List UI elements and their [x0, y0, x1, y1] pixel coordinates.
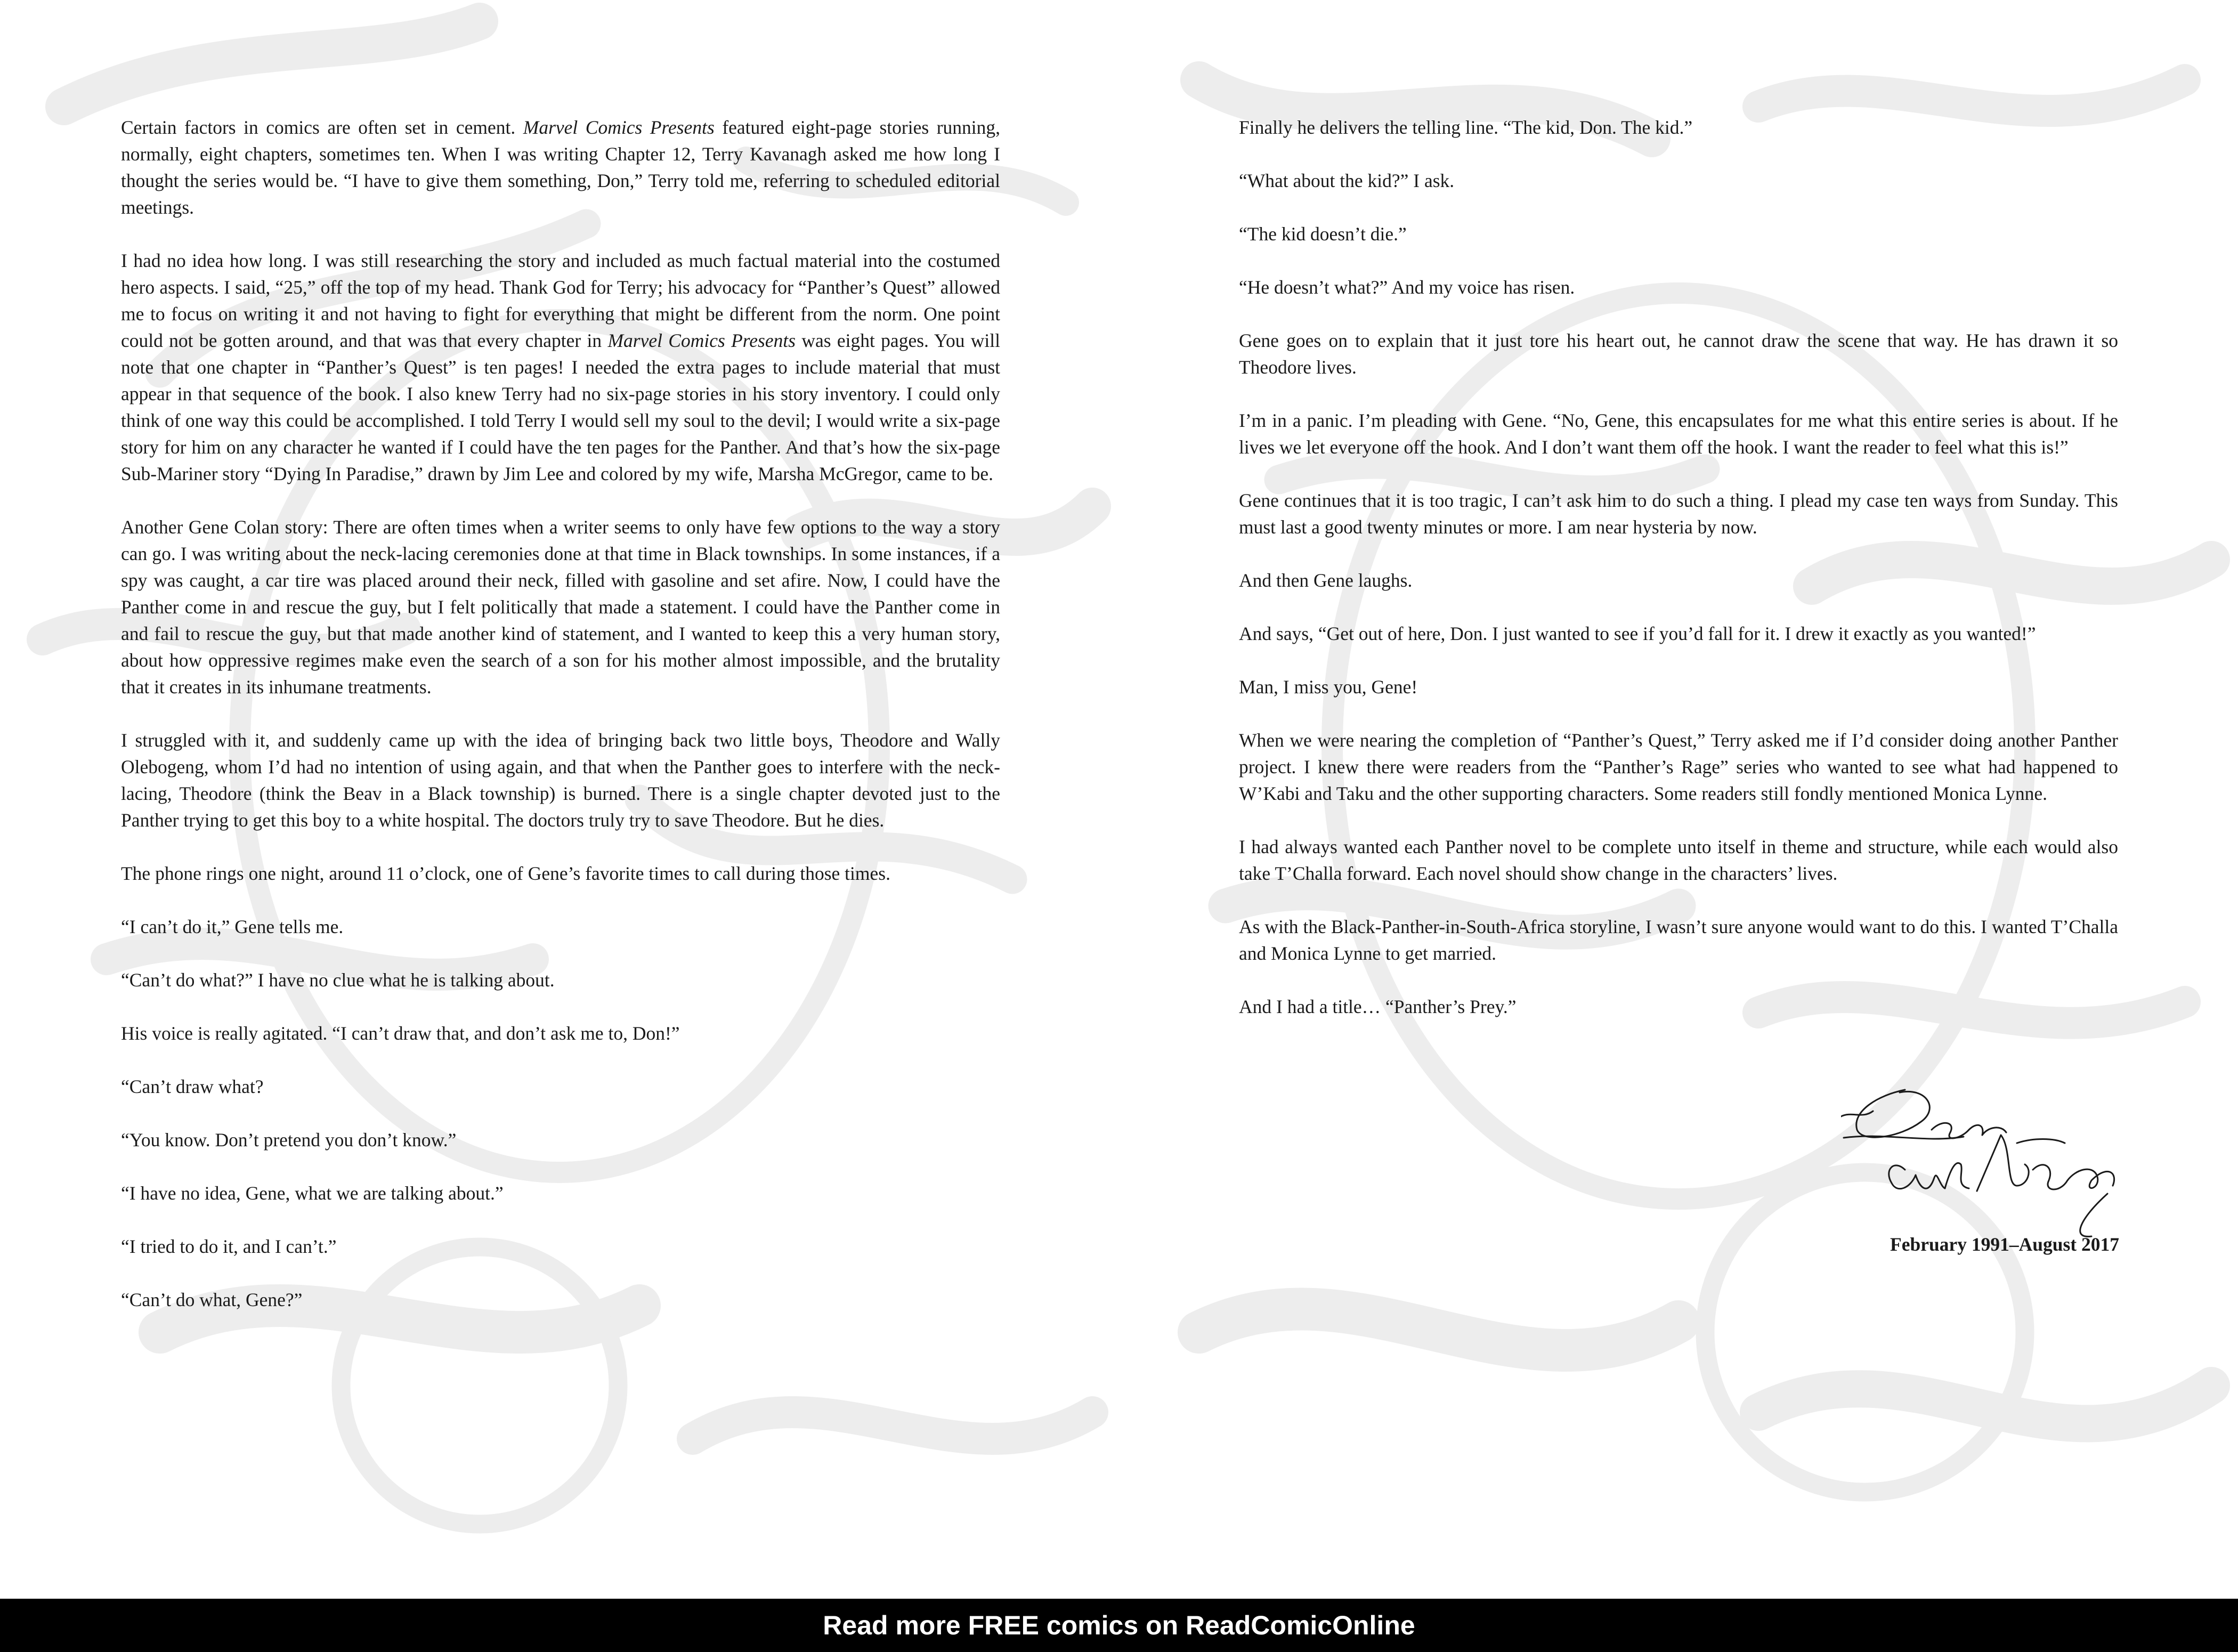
paragraph-text: “Can’t draw what? [121, 1076, 264, 1097]
body-paragraph [121, 860, 1000, 887]
body-paragraph [1239, 833, 2118, 887]
body-paragraph [1239, 620, 2118, 647]
body-paragraph [121, 913, 1000, 940]
paragraph-text: “I can’t do it,” Gene tells me. [121, 916, 344, 937]
body-paragraph [1239, 913, 2118, 967]
body-paragraph [1239, 274, 2118, 301]
paragraph-text: “The kid doesn’t die.” [1239, 223, 1407, 245]
paragraph-text: Gene continues that it is too tragic, I can’t ask him to do such a thing. I plead my case ten ways from Sunday. This must last a good twenty minutes or more. I am near hysteria by now. [1239, 490, 2118, 538]
paragraph-text: was eight pages. You will note that one chapter in “Panther’s Quest” is ten pages! I needed the extra pages to include material that must appear in that sequence of the book. I also knew Terry had no six-page stories in his story inventory. I could only think of one way this could be accomplished. I told Terry I would sell my soul to the devil; I would write a six-page story for him on any character he wanted if I could have the ten pages for the Panther. And that’s how the six-page Sub-Mariner story “Dying In Paradise,” drawn by Jim Lee and colored by my wife, Marsha McGregor, came to be. [121, 330, 1000, 484]
body-paragraph [121, 1127, 1000, 1153]
paragraph-text: “I tried to do it, and I can’t.” [121, 1236, 337, 1257]
body-paragraph [1239, 993, 2118, 1020]
left-page-text-column [121, 114, 1000, 1313]
italic-title-text: Marvel Comics Presents [523, 117, 715, 138]
footer-banner[interactable] [0, 1599, 2238, 1652]
paragraph-text: And says, “Get out of here, Don. I just wanted to see if you’d fall for it. I drew it exactly as you wanted!” [1239, 623, 2036, 644]
paragraph-text: “He doesn’t what?” And my voice has risen. [1239, 277, 1575, 298]
paragraph-text: I struggled with it, and suddenly came up with the idea of bringing back two little boys, Theodore and Wally Olebogeng, whom I’d had no intention of using again, and that when the Panther goes to interfere with the neck-lacing, Theodore (think the Beav in a Black township) is burned. There is a single chapter devoted just to the Panther trying to get this boy to a white hospital. The doctors truly try to save Theodore. But he dies. [121, 730, 1000, 831]
right-page-text-column [1239, 114, 2118, 1020]
paragraph-text: Man, I miss you, Gene! [1239, 676, 1418, 698]
paragraph-text: When we were nearing the completion of “Panther’s Quest,” Terry asked me if I’d consider doing another Panther project. I knew there were readers from the “Panther’s Rage” series who wanted to see what had happened to W’Kabi and Taku and the other supporting characters. Some readers still fondly mentioned Monica Lynne. [1239, 730, 2118, 804]
paragraph-text: Another Gene Colan story: There are often times when a writer seems to only have few options to the way a story can go. I was writing about the neck-lacing ceremonies done at that time in Black townships. In some instances, if a spy was caught, a car tire was placed around their neck, filled with gasoline and set afire. Now, I could have the Panther come in and rescue the guy, but I felt politically that made a statement. I could have the Panther come in and fail to rescue the guy, but that made another kind of statement, and I wanted to keep this a very human story, about how oppressive regimes make even the search of a son for his mother almost impossible, and the brutality that it creates in its inhumane treatments. [121, 516, 1000, 698]
body-paragraph [1239, 567, 2118, 594]
body-paragraph [121, 247, 1000, 487]
body-paragraph [121, 1020, 1000, 1047]
left-page [0, 0, 1119, 1599]
body-paragraph [1239, 487, 2118, 540]
body-paragraph [121, 1286, 1000, 1313]
paragraph-text: I had always wanted each Panther novel to be complete unto itself in theme and structure, while each would also take T’Challa forward. Each novel should show change in the characters’ lives. [1239, 836, 2118, 884]
body-paragraph [121, 114, 1000, 221]
body-paragraph [1239, 674, 2118, 700]
body-paragraph [1239, 114, 2118, 141]
paragraph-text: And then Gene laughs. [1239, 570, 1413, 591]
body-paragraph [121, 1180, 1000, 1206]
footer-link-text[interactable]: Read more FREE comics on ReadComicOnline [823, 1610, 1415, 1640]
paragraph-text: As with the Black-Panther-in-South-Africa storyline, I wasn’t sure anyone would want to do this. I wanted T’Challa and Monica Lynne to get married. [1239, 916, 2118, 964]
paragraph-text: Gene goes on to explain that it just tore his heart out, he cannot draw the scene that way. He has drawn it so Theodore lives. [1239, 330, 2118, 378]
body-paragraph [1239, 221, 2118, 247]
paragraph-text: “What about the kid?” I ask. [1239, 170, 1455, 191]
paragraph-text: “You know. Don’t pretend you don’t know.” [121, 1129, 457, 1151]
body-paragraph [1239, 727, 2118, 807]
body-paragraph [121, 967, 1000, 993]
italic-title-text: Marvel Comics Presents [607, 330, 796, 351]
paragraph-text: Certain factors in comics are often set in cement. [121, 117, 523, 138]
right-page [1119, 0, 2238, 1599]
author-signature [1841, 1079, 2182, 1250]
body-paragraph [1239, 167, 2118, 194]
body-paragraph [121, 727, 1000, 833]
paragraph-text: Finally he delivers the telling line. “The kid, Don. The kid.” [1239, 117, 1693, 138]
paragraph-text: “I have no idea, Gene, what we are talking about.” [121, 1183, 504, 1204]
paragraph-text: The phone rings one night, around 11 o’clock, one of Gene’s favorite times to call during those times. [121, 863, 890, 884]
body-paragraph [1239, 327, 2118, 380]
paragraph-text: “Can’t do what, Gene?” [121, 1289, 303, 1310]
body-paragraph [121, 514, 1000, 700]
body-paragraph [121, 1073, 1000, 1100]
paragraph-text: I had no idea how long. I was still researching the story and included as much factual material into the costumed hero aspects. I said, “25,” off the top of my head. Thank God for Terry; his advocacy for “Panther’s Quest” allowed me to focus on writing it and not having to fight for everything that might be different from the norm. One point could not be gotten around, and that was that every chapter in [121, 250, 1000, 351]
body-paragraph [121, 1233, 1000, 1260]
signature-date: February 1991–August 2017 [1890, 1234, 2119, 1255]
body-paragraph [1239, 407, 2118, 460]
paragraph-text: featured eight-page stories running, normally, eight chapters, sometimes ten. When I was writing Chapter 12, Terry Kavanagh asked me how long I thought the series would be. “I have to give them something, Don,” Terry told me, referring to scheduled editorial meetings. [121, 117, 1001, 218]
paragraph-text: And I had a title… “Panther’s Prey.” [1239, 996, 1517, 1017]
paragraph-text: His voice is really agitated. “I can’t draw that, and don’t ask me to, Don!” [121, 1023, 680, 1044]
paragraph-text: I’m in a panic. I’m pleading with Gene. “No, Gene, this encapsulates for me what this entire series is about. If he lives we let everyone off the hook. And I don’t want them off the hook. I want the reader to feel what this is!” [1239, 410, 2118, 458]
paragraph-text: “Can’t do what?” I have no clue what he is talking about. [121, 969, 555, 991]
